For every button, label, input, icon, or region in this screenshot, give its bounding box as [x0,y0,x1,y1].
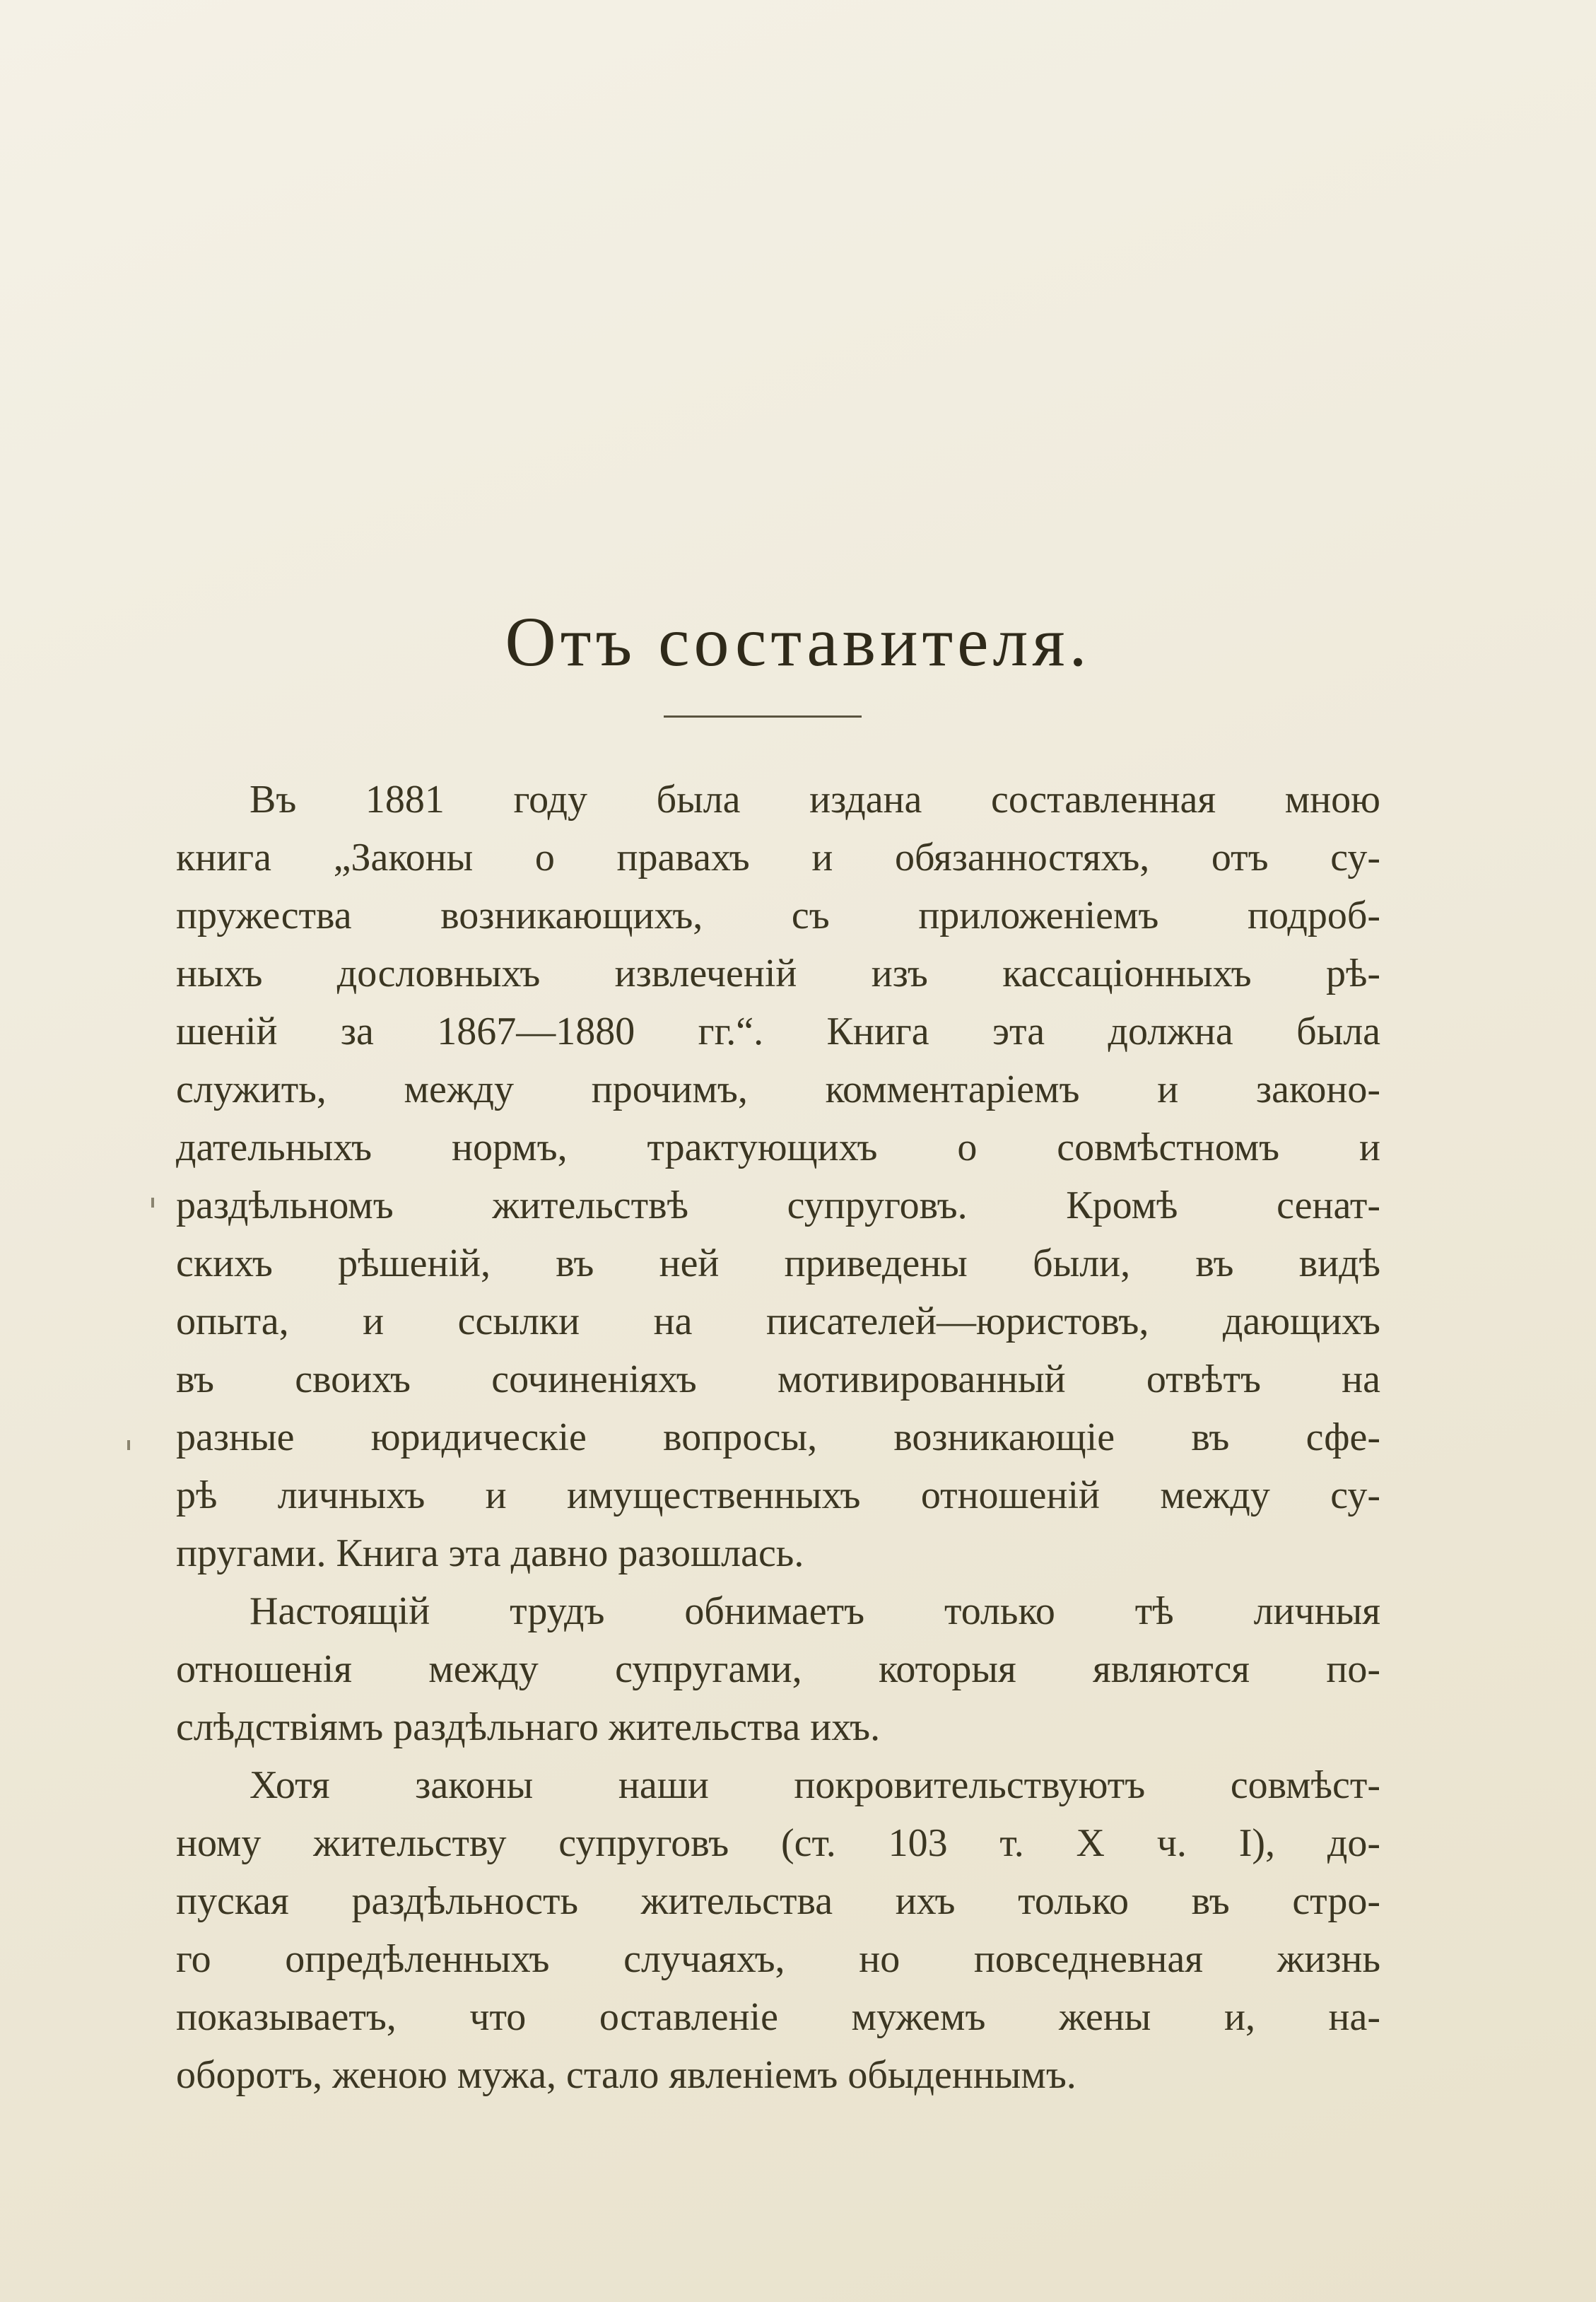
paragraph [176,771,1380,1582]
text-line: рѣ личныхъ и имущественныхъ отношеній между су- [176,1473,1380,1517]
text-line: ному жительству супруговъ (ст. 103 т. X ч. I), до- [176,1821,1380,1865]
text-line: служить, между прочимъ, комментаріемъ и законо- [176,1068,1380,1111]
text-line: разные юридическіе вопросы, возникающіе въ сфе- [176,1415,1380,1459]
text-line: книга „Законы о правахъ и обязанностяхъ, отъ су- [176,836,1380,880]
paragraph [176,1582,1380,1756]
text-line: отношенія между супругами, которыя являются по- [176,1647,1380,1691]
text-line: ныхъ дословныхъ извлеченій изъ кассаціонныхъ рѣ- [176,952,1380,995]
text-line: въ своихъ сочиненіяхъ мотивированный отвѣтъ на [176,1357,1380,1401]
text-line: го опредѣленныхъ случаяхъ, но повседневная жизнь [176,1937,1380,1981]
text-line: дательныхъ нормъ, трактующихъ о совмѣстномъ и [176,1126,1380,1169]
paragraph [176,1756,1380,2104]
text-line: Настоящій трудъ обнимаетъ только тѣ личныя [250,1589,1380,1633]
text-line: раздѣльномъ жительствѣ супруговъ. Кромѣ сенат- [176,1184,1380,1227]
text-line: Хотя законы наши покровительствуютъ совмѣст- [250,1763,1380,1807]
text-line: Въ 1881 году была издана составленная мною [250,778,1380,822]
text-line: опыта, и ссылки на писателей—юристовъ, дающихъ [176,1299,1380,1343]
text-line: слѣдствіямъ раздѣльнаго жительства ихъ. [176,1705,881,1749]
text-line: шеній за 1867—1880 гг.“. Книга эта должна была [176,1010,1380,1053]
text-line: пуская раздѣльность жительства ихъ только въ стро- [176,1879,1380,1923]
page-title: Отъ составителя. [505,602,1091,681]
text-line: скихъ рѣшеній, въ ней приведены были, въ видѣ [176,1241,1380,1285]
margin-mark [127,1440,130,1450]
margin-mark [151,1198,154,1208]
body-text [176,771,1380,2104]
text-line: оборотъ, женою мужа, стало явленіемъ обыденнымъ. [176,2053,1076,2097]
text-line: пругами. Книга эта давно разошлась. [176,1531,804,1575]
text-line: пружества возникающихъ, съ приложеніемъ подроб- [176,894,1380,937]
text-line: показываетъ, что оставленіе мужемъ жены и, на- [176,1995,1380,2039]
title-divider [664,715,862,718]
